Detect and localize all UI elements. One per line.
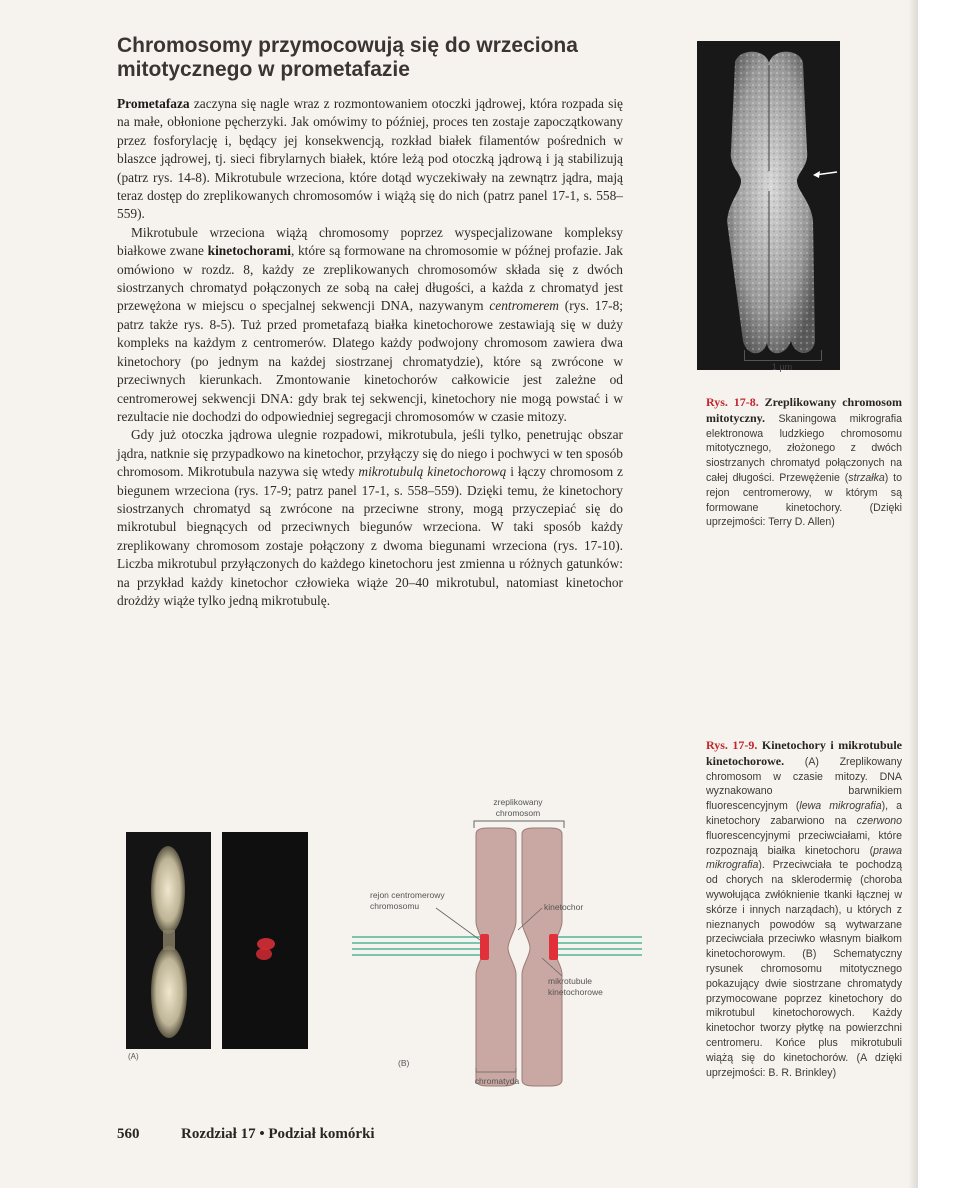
page-edge-shadow (908, 0, 918, 1188)
sem-micrograph-chromosome (697, 41, 840, 370)
figure-17-9-text-2: ), a kinetochory zabarwiono na (706, 800, 902, 827)
kinetochore-right (549, 934, 558, 960)
figure-17-9-text-1: (A) Zreplikowany chromosom w czasie mitozy. DNA wyznakowano barwnikiem fluorescencyjnym ( (706, 755, 902, 813)
fluorescence-dna-micrograph (126, 832, 211, 1049)
figure-17-9-label: Rys. 17-9. (706, 738, 758, 752)
body-text (117, 95, 623, 610)
label-kinetochore: kinetochor (544, 902, 584, 912)
term-mikrotubula-kinetochorowa: mikrotubulą kinetochorową (358, 464, 507, 480)
dna-lower-arm (151, 946, 187, 1038)
paragraph-2-text-c: (rys. 17-8; patrz także rys. 8-5). Tuż przed prometafazą białka kinetochorowe zestawiają się w duży kompleks na każdym z centromerów. Dlatego każdy podwojony chromosom zawiera dwa kinetochory (po jednym na każdej siostrzanej chromatydzie), które są zwrócone w przeciwnych kierunkach. Zmontowanie kinetochorów całkowicie jest zależne od centromerowej sekwencji DNA: gdy brak tej sekwencji, kinetochory nie mogą powstać i w rezultacie nie dochodzi do odpowiedniej segregacji chromosomów w czasie mitozy. (117, 298, 623, 424)
running-footer: Rozdział 17 • Podział komórki (181, 1126, 375, 1142)
sem-chromosome-image (697, 41, 840, 370)
figure-17-8-text-a: Skaningowa mikrografia elektronowa ludzkiego chromosomu mitotycznego, złożonego z dwóch siostrzanych chromatyd połączonych na całej długości. Przewężenie ( (706, 412, 902, 484)
label-centromere-1: rejon centromerowy (370, 890, 445, 900)
figure-17-9-text-4: ). Przeciwciała te pochodzą od chorych na sklerodermię (choroba wywołująca zwłóknienie tkanki łącznej w skórze i innych narządach), u których z nieznanych powodów są wytwarzane przeciwciała przeciwko własnym białkom kinetochorowym. (B) Schematyczny rysunek chromosomu mitotycznego pokazujący dwie siostrzane chromatydy przymocowane poprzez kinetochory do mikrotubul kinetochorowych. Każdy kinetochor tworzy płytkę na powierzchni centromeru. Końce plus mikrotubuli wiążą się do kinetochorów. (A dzięki uprzejmości: B. R. Brinkley) (706, 859, 902, 1079)
dna-upper-arm (151, 846, 185, 934)
figure-17-8-text-b: ) to rejon centromerowy, w którym są formowane kinetochory. (Dzięki uprzejmości: Terry D. Allen) (706, 471, 902, 529)
figure-17-8-label: Rys. 17-8. (706, 395, 759, 409)
figure-17-9-title: Kinetochory i mikrotubule kinetochorowe. (706, 738, 902, 768)
paragraph-1-text: zaczyna się nagle wraz z rozmontowaniem otoczki jądrowej, która rozpada się na małe, obłonione pęcherzyki. Jak omówimy to później, proces ten zostaje zapoczątkowany przez fosforylację i, będący jej konsekwencją, rozkład białek filamentów pośrednich w blaszce jądrowej, tj. sieci fibrylarnych białek, które leżą pod otoczką jądrową i ją stabilizują (patrz rys. 14-8). Mikrotubule wrzeciona, które dotąd wyczekiwały na zewnątrz jądra, mają teraz dostęp do zreplikowanych chromosomów i wiążą się do nich (patrz panel 17-1, s. 558–559). (117, 96, 623, 222)
paragraph-2-text-a: Mikrotubule wrzeciona wiążą chromosomy poprzez wyspecjalizowane kompleksy białkowe zwane (117, 224, 623, 259)
figure-17-9-italic-3: prawa mikrografia (706, 844, 902, 872)
paragraph-2 (117, 224, 623, 426)
term-prometafaza: Prometafaza (117, 96, 190, 111)
panel-a-label: (A) (128, 1052, 139, 1061)
figure-17-8-italic: strzałka (848, 471, 885, 484)
label-microtubules-2: kinetochorowe (548, 987, 603, 997)
scale-bar (744, 350, 822, 361)
paragraph-2-text-b: , które są formowane na chromosomie w późnej profazie. Jak omówiono w rozdz. 8, każdy ze zreplikowanych chromosomów składa się z dwóch siostrzanych chromatyd połączonych ze sobą na całej długości, a każda z chromatyd jest przewężona w miejscu o specjalnej sekwencji DNA, nazywanym (117, 243, 623, 314)
figure-17-8-title: Zreplikowany chromosom mitotyczny. (706, 395, 902, 425)
label-replicated-1: zreplikowany (493, 797, 543, 807)
scale-bar-label: 1 µm (771, 362, 793, 372)
panel-b-label: (B) (398, 1058, 410, 1068)
paragraph-3-text-b: i łączy chromosom z biegunem wrzeciona (rys. 17-9; patrz panel 17-1, s. 558–559). Dzięki temu, że kinetochory siostrzanych chromatyd są zwrócone na przeciwne strony, mogą przyczepiać się do mikrotubul biegnących od przeciwnych biegunów wrzeciona. W taki sposób każdy zreplikowany chromosom zostaje połączony z dwoma biegunami wrzeciona (rys. 17-10). Liczba mikrotubul przyłączonych do każdego kinetochoru jest zmienna u różnych gatunków: na przykład każdy kinetochor człowieka wiąże 20–40 mikrotubul, natomiast kinetochor drożdży wiąże tylko jedną mikrotubulę. (117, 464, 623, 608)
bracket-replicated (474, 821, 564, 828)
figure-17-9-caption (706, 738, 902, 1080)
fluorescence-kinetochore-micrograph (222, 832, 308, 1049)
paragraph-3 (117, 426, 623, 610)
kinetochore-left (480, 934, 489, 960)
scan-margin (918, 0, 972, 1188)
term-kinetochorami: kinetochorami (207, 243, 291, 259)
label-microtubules-1: mikrotubule (548, 976, 592, 986)
paragraph-3-text-a: Gdy już otoczka jądrowa ulegnie rozpadowi, mikrotubula, jeśli tylko, penetrując obszar jądra, natknie się przypadkowo na kinetochor, przyłączy się do niego i pochwyci w ten sposób chromosom. Mikrotubula nazywa się wtedy (117, 427, 623, 480)
page-number: 560 (117, 1126, 140, 1142)
figure-17-9-italic-1: lewa mikrografia (799, 800, 882, 813)
kinetochore-spot-bottom (256, 948, 272, 960)
section-title: Chromosomy przymocowują się do wrzeciona mitotycznego w prometafazie (117, 34, 578, 81)
label-centromere-2: chromosomu (370, 901, 420, 911)
chromosome-diagram (352, 790, 642, 1090)
label-replicated-2: chromosom (495, 808, 541, 818)
figure-17-9-italic-2: czerwono (856, 814, 902, 827)
label-chromatid: chromatyda (474, 1076, 520, 1086)
figure-17-9-text-3: fluorescencyjnymi przeciwciałami, które rozpoznają białka kinetochoru ( (706, 829, 902, 857)
paragraph-1 (117, 95, 623, 224)
figure-17-8-caption (706, 395, 902, 530)
term-centromerem: centromerem (489, 298, 559, 314)
